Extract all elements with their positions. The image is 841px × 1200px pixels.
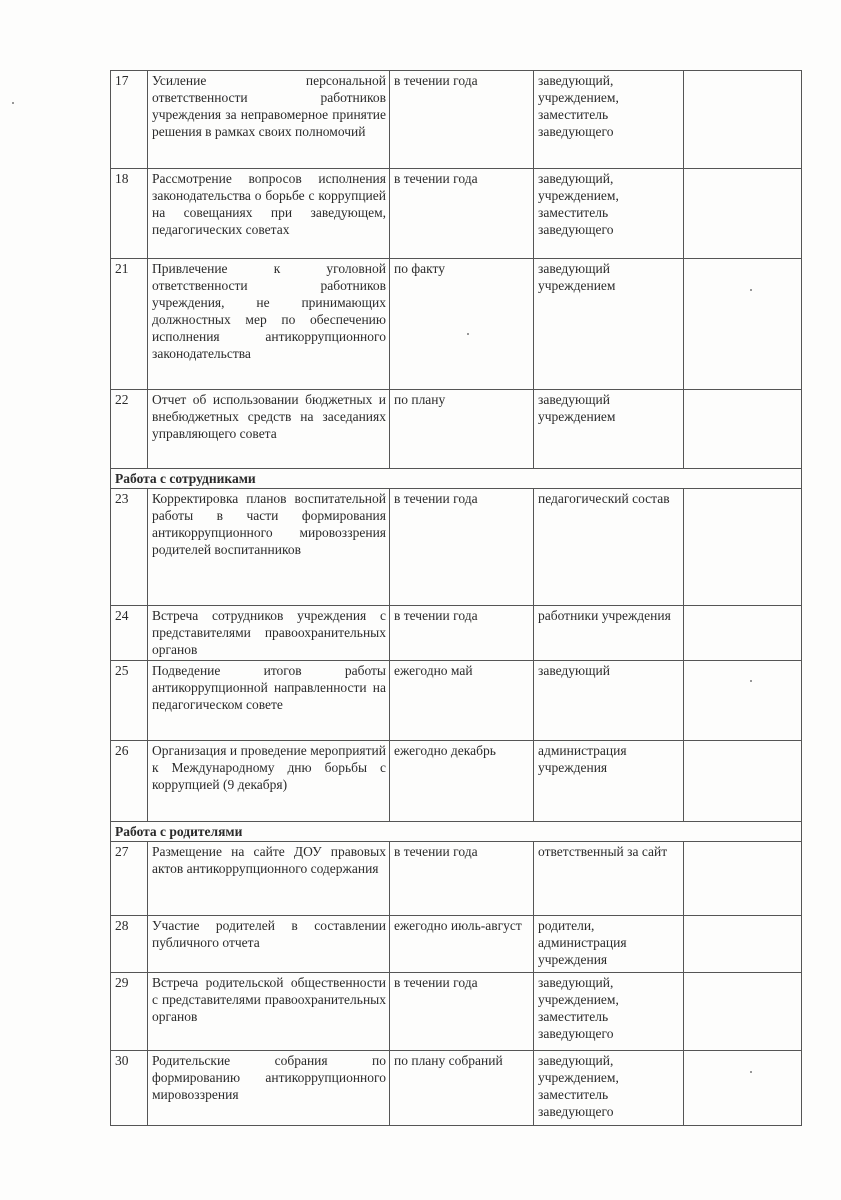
row-number: 21 [111, 259, 148, 390]
row-number: 26 [111, 741, 148, 822]
anticorruption-plan-table [110, 70, 802, 1126]
table-row [111, 169, 802, 259]
responsible-cell: педагогический состав [534, 489, 684, 606]
scan-speck [12, 102, 14, 104]
scan-speck [750, 1071, 752, 1073]
term-cell: в течении года [390, 842, 534, 916]
note-cell [684, 741, 802, 822]
action-cell: Размещение на сайте ДОУ правовых актов антикоррупционного содержания [148, 842, 390, 916]
term-cell: в течении года [390, 606, 534, 661]
action-cell: Отчет об использовании бюджетных и внебюджетных средств на заседаниях управляющего совета [148, 390, 390, 469]
note-cell [684, 390, 802, 469]
scan-speck [467, 333, 469, 335]
row-number: 18 [111, 169, 148, 259]
row-number: 25 [111, 661, 148, 741]
note-cell [684, 489, 802, 606]
note-cell [684, 661, 802, 741]
scan-speck [750, 289, 752, 291]
note-cell [684, 606, 802, 661]
responsible-cell: заведующий, учреждением, заместитель заведующего [534, 1051, 684, 1126]
table-row [111, 1051, 802, 1126]
table-row [111, 916, 802, 973]
action-cell: Рассмотрение вопросов исполнения законодательства о борьбе с коррупцией на совещаниях при заведующем, педагогических советах [148, 169, 390, 259]
responsible-cell: заведующий учреждением [534, 390, 684, 469]
section-title-staff: Работа с сотрудниками [111, 469, 802, 489]
note-cell [684, 71, 802, 169]
note-cell [684, 1051, 802, 1126]
note-cell [684, 916, 802, 973]
action-cell: Родительские собрания по формированию антикоррупционного мировоззрения [148, 1051, 390, 1126]
row-number: 28 [111, 916, 148, 973]
term-cell: в течении года [390, 71, 534, 169]
responsible-cell: ответственный за сайт [534, 842, 684, 916]
term-cell: по плану собраний [390, 1051, 534, 1126]
table-row [111, 489, 802, 606]
responsible-cell: родители, администрация учреждения [534, 916, 684, 973]
action-cell: Организация и проведение мероприятий к Международному дню борьбы с коррупцией (9 декабря) [148, 741, 390, 822]
table-row [111, 661, 802, 741]
row-number: 30 [111, 1051, 148, 1126]
term-cell: по факту [390, 259, 534, 390]
note-cell [684, 259, 802, 390]
row-number: 29 [111, 973, 148, 1051]
note-cell [684, 169, 802, 259]
responsible-cell: заведующий, учреждением, заместитель заведующего [534, 169, 684, 259]
table-row [111, 606, 802, 661]
table-row [111, 71, 802, 169]
scan-speck [750, 680, 752, 682]
action-cell: Встреча родительской общественности с представителями правоохранительных органов [148, 973, 390, 1051]
action-cell: Усиление персональной ответственности работников учреждения за неправомерное принятие решения в рамках своих полномочий [148, 71, 390, 169]
action-cell: Участие родителей в составлении публичного отчета [148, 916, 390, 973]
row-number: 23 [111, 489, 148, 606]
term-cell: ежегодно декабрь [390, 741, 534, 822]
table-row [111, 390, 802, 469]
term-cell: ежегодно июль-август [390, 916, 534, 973]
responsible-cell: работники учреждения [534, 606, 684, 661]
row-number: 22 [111, 390, 148, 469]
table-row [111, 842, 802, 916]
action-cell: Подведение итогов работы антикоррупционной направленности на педагогическом совете [148, 661, 390, 741]
row-number: 24 [111, 606, 148, 661]
section-header-row [111, 469, 802, 489]
term-cell: по плану [390, 390, 534, 469]
note-cell [684, 973, 802, 1051]
table-row [111, 973, 802, 1051]
action-cell: Корректировка планов воспитательной работы в части формирования антикоррупционного мировоззрения родителей воспитанников [148, 489, 390, 606]
table-row [111, 259, 802, 390]
responsible-cell: заведующий, учреждением, заместитель заведующего [534, 973, 684, 1051]
note-cell [684, 842, 802, 916]
table-row [111, 741, 802, 822]
responsible-cell: заведующий [534, 661, 684, 741]
section-title-parents: Работа с родителями [111, 822, 802, 842]
row-number: 27 [111, 842, 148, 916]
term-cell: ежегодно май [390, 661, 534, 741]
responsible-cell: заведующий, учреждением, заместитель заведующего [534, 71, 684, 169]
responsible-cell: администрация учреждения [534, 741, 684, 822]
section-header-row [111, 822, 802, 842]
term-cell: в течении года [390, 489, 534, 606]
term-cell: в течении года [390, 169, 534, 259]
responsible-cell: заведующий учреждением [534, 259, 684, 390]
row-number: 17 [111, 71, 148, 169]
term-cell: в течении года [390, 973, 534, 1051]
action-cell: Встреча сотрудников учреждения с представителями правоохранительных органов [148, 606, 390, 661]
action-cell: Привлечение к уголовной ответственности работников учреждения, не принимающих должностных мер по обеспечению исполнения антикоррупционного законодательства [148, 259, 390, 390]
